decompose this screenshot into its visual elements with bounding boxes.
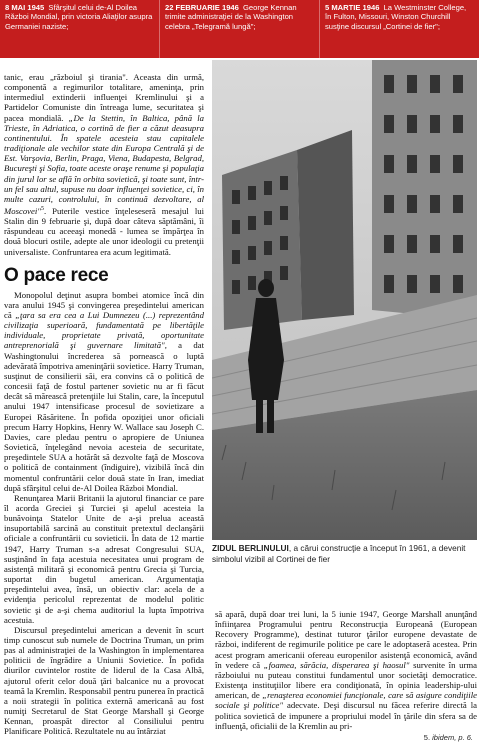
timeline-text: La Westminster College, în Fulton, Missouri, Winston Churchill susţine discursul „Cortinei de fier"; xyxy=(325,3,467,31)
photo-illustration xyxy=(212,60,477,540)
section-title: O pace rece xyxy=(4,264,109,286)
timeline-banner xyxy=(0,0,479,58)
timeline-entry-3 xyxy=(319,0,479,58)
timeline-entry-2 xyxy=(159,0,319,58)
timeline-text: George Kennan trimite administraţiei de la Washington celebra „Telegramă lungă"; xyxy=(165,3,297,31)
body-paragraph: Monopolul deţinut asupra bombei atomice încă din vara anului 1945 şi convingerea preşedintelui american că „ţara sa era cea a Lui Dumnezeu (...) reprezentând civilizaţia superioară, fundamentată pe libertăţile individuale, proprietate privată, oportunitate antreprenorială şi guvernare limitată", a dat Washingtonului încrederea să pornească o luptă adevărată împotriva ameninţării sovietice. Harry Truman, susţinut de consilierii săi, era convins că o politică de concesii faţă de fostul partener sovietic nu ar fi făcut decât să mărească pretenţiile lui Stalin, care, la începutul anului 1947 intensificase procesul de sovietizare a Europei Răsăritene. În pofida opoziţiei unor oficiali precum Harry Hopkins, Henry W. Wallace sau Joseph C. Davies, care pledau pentru o apropiere de Uniunea Sovietică, înţelegând nevoia acesteia de securitate, preşedintele SUA a hotărât să dezvolte faţă de Moscova o politică de containment (îndiguire), vizibilă încă din momentul confruntării celor două state în Iran, imediat după sfârşitul celui de-Al Doilea Război Mondial. xyxy=(4,289,204,493)
left-column xyxy=(4,72,204,737)
timeline-date: 8 MAI 1945 xyxy=(5,3,45,12)
footnote-ref: 5 xyxy=(40,206,44,213)
timeline-date: 22 FEBRUARIE 1946 xyxy=(165,3,239,12)
caption-label: ZIDUL BERLINULUI xyxy=(212,543,289,553)
body-paragraph: să apară, după doar trei luni, la 5 iunie 1947, George Marshall anunţând înfiinţarea Programului pentru Reconstrucţia Europeană (European Recovery Programme), destinat tuturor ţărilor europene devastate de război, indiferent de regimurile politice pe care le adoptaseră acestea. Prin acest program americanii ofereau europenilor asistenţă economică, având în vedere că „foamea, sărăcia, disperarea şi haosul" survenite în urma războiului nu puteau constitui fundamentul unor societăţi democratice. Existenţa instituţiilor libere era condiţionată, în opinia leadership-ului american, de „renaşterea economiei funcţionale, care să asigure condiţiile sociale şi politice" adecvate. Deşi discursul nu făcea referire directă la politica sovietică de impunere a propriului model în ţările din sfera sa de influenţă, oficialii de la Kremlin au pri- xyxy=(215,609,478,731)
footnote: 5. ibidem, p. 6. xyxy=(423,733,473,742)
berlin-wall-photo xyxy=(212,60,477,540)
timeline-date: 5 MARTIE 1946 xyxy=(325,3,380,12)
marshall-quote: „foamea, sărăcia, disperarea şi haosul" xyxy=(263,659,410,670)
body-paragraph: Renunţarea Marii Britanii la ajutorul financiar ce pare îl acorda Greciei şi Turciei şi apelul acesteia la bunăvoinţa Statelor Unite de a-şi prelua această insuportabilă sarcină au constituit pretextul declanşării oficiale a confruntării cu sovieticii. În data de 12 martie 1947, Harry Truman s-a adresat Congresului SUA, susţinând în faţa acestuia necesitatea unui program de asistenţă militară şi economică pentru Grecia şi Turcia, suportat din bugetul american. Argumentaţia preşedintelui avea, însă, un obiectiv clar: acela de a evidenţia pericolul reprezentat de modelul politic sovietic şi de a-şi chema auditoriul la lupta împotriva acestuia. xyxy=(4,492,204,625)
intro-paragraph: tanic, erau „războiul şi tirania". Aceasta din urmă, componentă a regimurilor totalitare, ameninţa, prin intermediul extinderii influenţei Kremlinului şi a Partidelor Comuniste din întreaga lume, securitatea şi pacea mondială. „De la Stettin, în Baltica, până la Trieste, în Adriatica, o cortină de fier a căzut deasupra continentului. În spatele acesteia stau capitalele tradiţionale ale vechilor state din Europa Centrală şi de Est. Varşovia, Berlin, Praga, Viena, Budapesta, Belgrad, Bucureşti şi Sofia, toate aceste oraşe renume şi populaţia din jurul lor se află în orbita sovietică, şi toate sunt, într-un fel sau altul, supuse nu doar influenţei sovietice, ci, în multe cazuri, controlului, în continuă dezvoltare, al Moscovei"$^5$. Puterile vestice înţeleseseră mesajul lui Stalin din 9 februarie şi, după doar câteva săptămâni, îi răspundeau cu aceeaşi monedă - lumea se împărţea în două blocuri ostile, adepte ale unor ideologii cu pretenţii universaliste. Confruntarea era acum legitimată. xyxy=(4,72,204,257)
photo-caption xyxy=(212,543,477,564)
churchill-quote: „De la Stettin, în Baltica, până la Trieste, în Adriatica, o cortină de fier a căzut deasupra continentului. În spatele acesteia stau capitalele tradiţionale ale vechilor state din Europa Centrală şi de Est. Varşovia, Berlin, Praga, Viena, Budapesta, Belgrad, Bucureşti şi Sofia, toate aceste oraşe renume şi populaţia din jurul lor se află în orbita sovietică, şi toate sunt, într-un fel sau altul, supuse nu doar influenţei sovietice, ci, în multe cazuri, controlului, în continuă dezvoltare, al Moscovei" xyxy=(4,112,204,216)
timeline-entry-1 xyxy=(0,0,159,58)
timeline-text: Sfârşitul celui de-Al Doilea Război Mondial, prin victoria Aliaţilor asupra Germaniei naziste; xyxy=(5,3,153,31)
right-column xyxy=(215,609,477,731)
caption-text: , a cărui construcţie a început în 1961, a devenit simbolul vizibil al Cortinei de fier xyxy=(212,543,466,564)
marshall-quote-2: „renaşterea economiei funcţionale, care să asigure condiţiile sociale şi politice" xyxy=(215,690,477,711)
body-paragraph: Discursul preşedintelui american a devenit în scurt timp cunoscut sub numele de Doctrina Truman, un prim pas al administraţiei de la Washington în implementarea politicii de îngrădire a Uniunii Sovietice. În pofida diurilor cuvintelor rostite de liderul de la Casa Albă, ajutorul oferit celor două ţări balcanice nu a provocat teamă la Kremlin. Responsabil pentru punerea în practică a noii strategii în politica externă americană au fost numiţi Secretarul de Stat George Marshall şi George Kennan, proaspăt director al Consiliului pentru Planificare Politică. Rezultatele nu au întârziat xyxy=(4,624,204,737)
truman-quote: „ţara sa era cea a Lui Dumnezeu (...) reprezentând civilizaţia superioară, fundamentată pe libertăţile individuale, proprietate privată, oportunitate antreprenorială şi guvernare limitată" xyxy=(4,310,204,351)
